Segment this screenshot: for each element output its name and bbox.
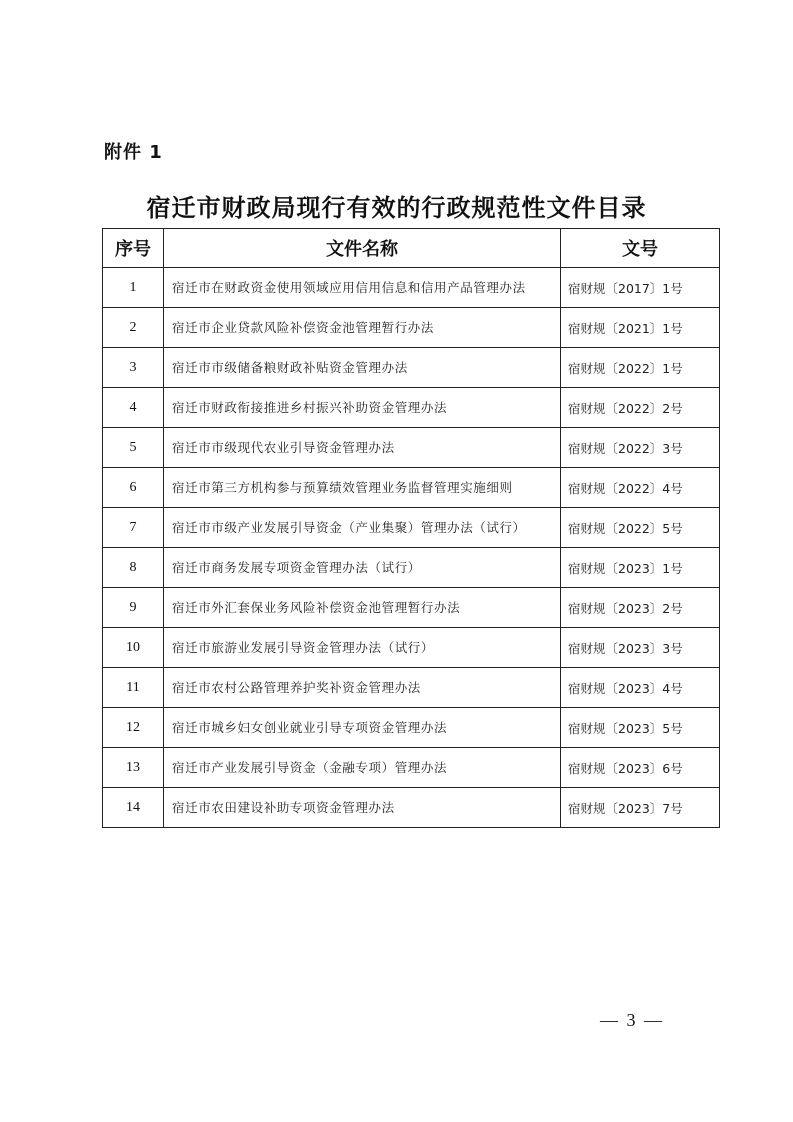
row-no: 11 (103, 668, 164, 708)
row-code: 宿财规〔2023〕6号 (561, 748, 720, 788)
table-row (103, 548, 720, 588)
row-code: 宿财规〔2023〕5号 (561, 708, 720, 748)
header-code: 文号 (561, 229, 720, 268)
row-code: 宿财规〔2023〕2号 (561, 588, 720, 628)
row-name: 宿迁市财政衔接推进乡村振兴补助资金管理办法 (164, 388, 561, 428)
row-name: 宿迁市旅游业发展引导资金管理办法（试行） (164, 628, 561, 668)
row-no: 2 (103, 308, 164, 348)
table-row (103, 748, 720, 788)
row-no: 5 (103, 428, 164, 468)
table-row (103, 428, 720, 468)
table-row (103, 388, 720, 428)
row-name: 宿迁市城乡妇女创业就业引导专项资金管理办法 (164, 708, 561, 748)
table-row (103, 308, 720, 348)
row-no: 6 (103, 468, 164, 508)
document-title: 宿迁市财政局现行有效的行政规范性文件目录 (146, 193, 647, 222)
table-row (103, 468, 720, 508)
row-code: 宿财规〔2022〕1号 (561, 348, 720, 388)
row-no: 12 (103, 708, 164, 748)
row-no: 3 (103, 348, 164, 388)
row-code: 宿财规〔2022〕4号 (561, 468, 720, 508)
row-no: 13 (103, 748, 164, 788)
documents-table (102, 228, 720, 828)
row-name: 宿迁市第三方机构参与预算绩效管理业务监督管理实施细则 (164, 468, 561, 508)
row-code: 宿财规〔2017〕1号 (561, 268, 720, 308)
row-no: 9 (103, 588, 164, 628)
row-name: 宿迁市在财政资金使用领域应用信用信息和信用产品管理办法 (164, 268, 561, 308)
row-code: 宿财规〔2023〕3号 (561, 628, 720, 668)
row-name: 宿迁市市级储备粮财政补贴资金管理办法 (164, 348, 561, 388)
row-code: 宿财规〔2023〕1号 (561, 548, 720, 588)
header-no: 序号 (103, 229, 164, 268)
row-no: 8 (103, 548, 164, 588)
table-row (103, 668, 720, 708)
table-row (103, 628, 720, 668)
row-name: 宿迁市企业贷款风险补偿资金池管理暂行办法 (164, 308, 561, 348)
row-name: 宿迁市市级产业发展引导资金（产业集聚）管理办法（试行） (164, 508, 561, 548)
row-code: 宿财规〔2021〕1号 (561, 308, 720, 348)
row-name: 宿迁市外汇套保业务风险补偿资金池管理暂行办法 (164, 588, 561, 628)
row-no: 1 (103, 268, 164, 308)
row-name: 宿迁市市级现代农业引导资金管理办法 (164, 428, 561, 468)
row-code: 宿财规〔2022〕5号 (561, 508, 720, 548)
row-code: 宿财规〔2022〕2号 (561, 388, 720, 428)
row-name: 宿迁市农村公路管理养护奖补资金管理办法 (164, 668, 561, 708)
header-name: 文件名称 (164, 229, 561, 268)
row-no: 10 (103, 628, 164, 668)
table-row (103, 788, 720, 828)
row-no: 14 (103, 788, 164, 828)
row-no: 4 (103, 388, 164, 428)
table-row (103, 708, 720, 748)
table-row (103, 508, 720, 548)
row-code: 宿财规〔2023〕7号 (561, 788, 720, 828)
row-name: 宿迁市商务发展专项资金管理办法（试行） (164, 548, 561, 588)
row-code: 宿财规〔2023〕4号 (561, 668, 720, 708)
row-code: 宿财规〔2022〕3号 (561, 428, 720, 468)
page-number: — 3 — (600, 1010, 664, 1030)
row-no: 7 (103, 508, 164, 548)
table-row (103, 588, 720, 628)
row-name: 宿迁市农田建设补助专项资金管理办法 (164, 788, 561, 828)
table-header-row (103, 229, 720, 268)
table-row (103, 348, 720, 388)
table-row (103, 268, 720, 308)
row-name: 宿迁市产业发展引导资金（金融专项）管理办法 (164, 748, 561, 788)
attachment-label: 附件 1 (104, 142, 163, 163)
